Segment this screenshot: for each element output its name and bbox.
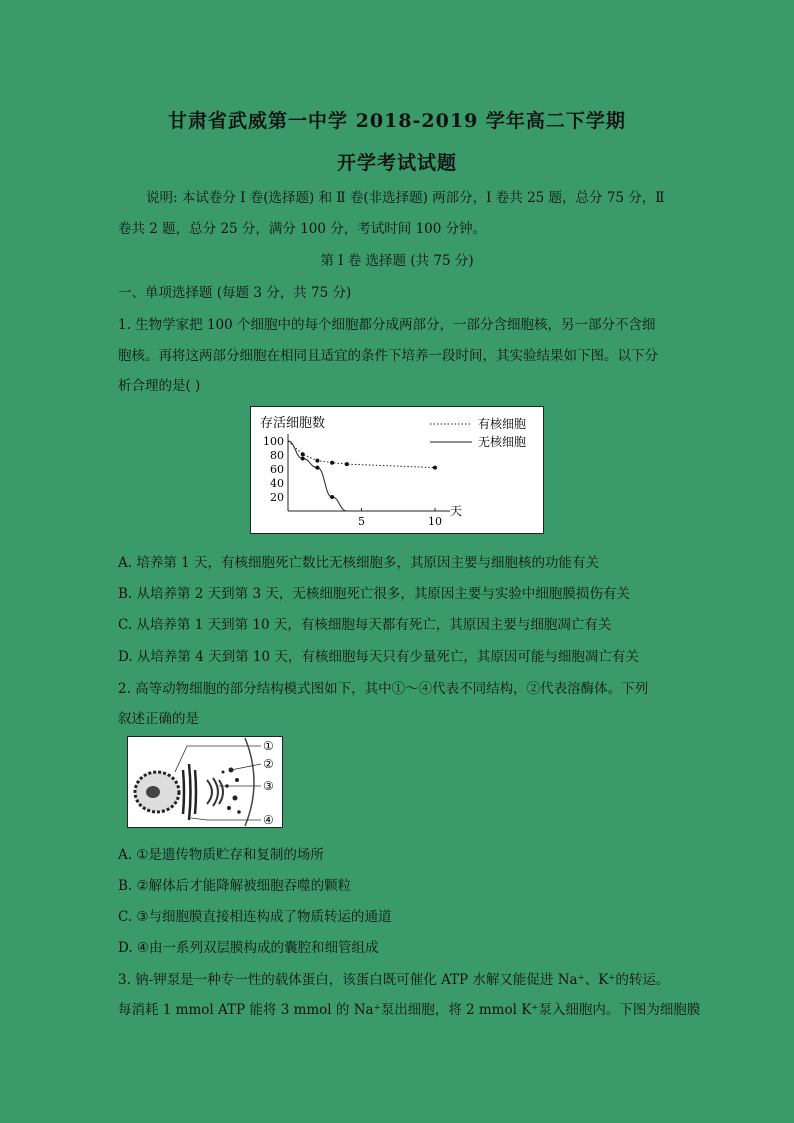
q2-stem-line-2: 叙述正确的是 (118, 711, 199, 727)
q2-option-c: C. ③与细胞膜直接相连构成了物质转运的通道 (118, 909, 392, 925)
label-1: ① (263, 739, 274, 753)
y-tick-label: 20 (270, 491, 284, 504)
data-point (315, 459, 319, 463)
title-line-2: 开学考试试题 (336, 152, 457, 174)
data-point (301, 452, 305, 456)
data-point (330, 495, 334, 499)
label-3: ③ (263, 779, 274, 793)
y-tick-label: 100 (263, 435, 284, 448)
x-tick-label: 5 (358, 515, 365, 528)
section-heading: 第 Ⅰ 卷 选择题 (共 75 分) (320, 253, 474, 269)
data-point (301, 457, 305, 461)
part-heading: 一、单项选择题 (每题 3 分，共 75 分) (118, 285, 352, 301)
q1-option-b: B. 从培养第 2 天到第 3 天，无核细胞死亡很多，其原因主要与实验中细胞膜损伤有关 (118, 586, 630, 602)
q1-option-d: D. 从培养第 4 天到第 10 天，有核细胞每天只有少量死亡，其原因可能与细胞凋亡有关 (118, 649, 639, 665)
label-2: ② (263, 757, 274, 771)
intro-line-2: 卷共 2 题，总分 25 分，满分 100 分，考试时间 100 分钟。 (118, 221, 487, 237)
x-tick-label: 10 (428, 515, 442, 528)
data-point (330, 461, 334, 465)
data-point (433, 466, 437, 470)
y-tick-label: 80 (270, 449, 284, 462)
q1-stem-line-1: 1. 生物学家把 100 个细胞中的每个细胞都分成两部分，一部分含细胞核，另一部分不含细 (118, 317, 656, 333)
data-point (315, 466, 319, 470)
q3-stem-line-1: 3. 钠-钾泵是一种专一性的载体蛋白，该蛋白既可催化 ATP 水解又能促进 Na⁺、K⁺的转运。 (118, 972, 670, 988)
y-tick-label: 40 (270, 477, 284, 490)
x-axis-label: 天 (450, 504, 463, 518)
nucleus (135, 772, 179, 812)
survival-chart (250, 406, 544, 534)
structure-labels (263, 739, 274, 827)
legend-label: 有核细胞 (478, 417, 527, 431)
q2-option-a: A. ①是遗传物质贮存和复制的场所 (118, 847, 324, 863)
q2-stem-line-1: 2. 高等动物细胞的部分结构模式图如下，其中①～④代表不同结构，②代表溶酶体。下列 (118, 681, 649, 697)
q1-option-c: C. 从培养第 1 天到第 10 天，有核细胞每天都有死亡，其原因主要与细胞凋亡有关 (118, 617, 612, 633)
y-tick-label: 60 (270, 463, 284, 476)
data-point (345, 462, 349, 466)
q1-option-a: A. 培养第 1 天，有核细胞死亡数比无核细胞多，其原因主要与细胞核的功能有关 (118, 555, 600, 571)
q1-stem-line-3: 析合理的是( ) (118, 378, 201, 394)
cell-structure-diagram (127, 736, 283, 828)
intro-line-1: 说明: 本试卷分 Ⅰ 卷(选择题) 和 Ⅱ 卷(非选择题) 两部分，Ⅰ 卷共 25 题，总分 75 分，Ⅱ (146, 190, 665, 206)
chart-ylabel: 存活细胞数 (260, 416, 326, 431)
label-4: ④ (263, 813, 274, 827)
q2-option-b: B. ②解体后才能降解被细胞吞噬的颗粒 (118, 878, 352, 894)
q2-option-d: D. ④由一系列双层膜构成的囊腔和细管组成 (118, 940, 379, 956)
q3-stem-line-2: 每消耗 1 mmol ATP 能将 3 mmol 的 Na⁺泵出细胞，将 2 mmol K⁺泵入细胞内。下图为细胞膜 (118, 1002, 701, 1018)
title-line-1: 甘肃省武威第一中学 2018-2019 学年高二下学期 (168, 110, 626, 132)
q1-stem-line-2: 胞核。再将这两部分细胞在相同且适宜的条件下培养一段时间，其实验结果如下图。以下分 (118, 348, 658, 364)
legend-label: 无核细胞 (478, 435, 527, 449)
